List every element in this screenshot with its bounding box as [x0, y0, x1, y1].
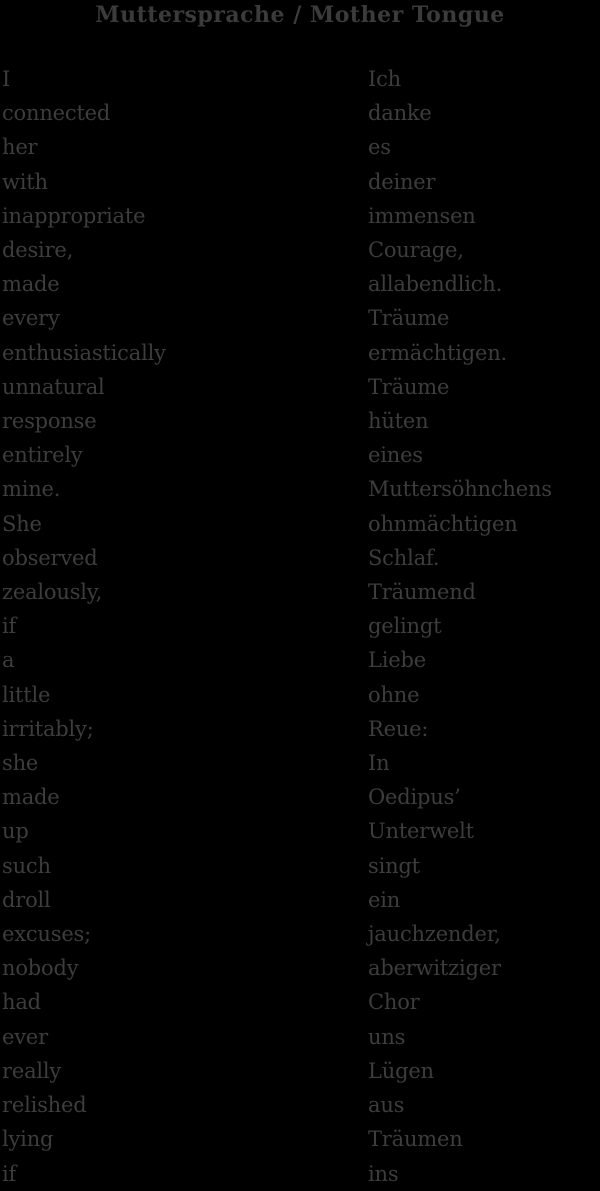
- poem-line: Träumen: [368, 1127, 463, 1152]
- poem-line: such: [2, 853, 51, 878]
- poem-line: connected: [2, 101, 111, 126]
- poem-line: entirely: [2, 443, 83, 468]
- poem-line: aberwitziger: [368, 956, 501, 981]
- poem-line: every: [2, 306, 60, 331]
- poem-line: Träume: [368, 374, 450, 399]
- poem-line: es: [368, 135, 391, 160]
- poem-line: her: [2, 135, 38, 160]
- poem-line: a: [2, 648, 15, 673]
- poem-line: nobody: [2, 956, 79, 981]
- poem-line: eines: [368, 443, 423, 468]
- poem-line: Chor: [368, 990, 420, 1015]
- poem-line: Oedipus’: [368, 785, 461, 810]
- poem-line: with: [2, 169, 48, 194]
- poem-line: deiner: [368, 169, 436, 194]
- poem-line: made: [2, 272, 60, 297]
- poem-line: Träume: [368, 306, 450, 331]
- poem-line: aus: [368, 1093, 405, 1118]
- poem-line: enthusiastically: [2, 340, 166, 365]
- poem-line: droll: [2, 887, 51, 912]
- poem-line: mine.: [2, 477, 61, 502]
- poem-line: response: [2, 409, 97, 434]
- page-title: Muttersprache / Mother Tongue: [95, 2, 505, 28]
- poem-line: Reue:: [368, 716, 429, 741]
- poem-line: had: [2, 990, 41, 1015]
- poem-line: really: [2, 1058, 62, 1083]
- poem-line: hüten: [368, 409, 429, 434]
- poem-line: immensen: [368, 203, 476, 228]
- poem-line: ermächtigen.: [368, 340, 508, 365]
- poem-line: ohne: [368, 682, 420, 707]
- poem-line: jauchzender,: [368, 922, 501, 947]
- poem-line: observed: [2, 545, 98, 570]
- poem-line: lying: [2, 1127, 54, 1152]
- poem-line: desire,: [2, 238, 74, 263]
- poem-line: if: [2, 1161, 17, 1186]
- poem-line: ever: [2, 1024, 48, 1049]
- poem-line: Lügen: [368, 1058, 434, 1083]
- poem-line: In: [368, 751, 390, 776]
- poem-line: She: [2, 511, 42, 536]
- poem-line: singt: [368, 853, 420, 878]
- poem-columns: [0, 62, 600, 1191]
- poem-line: irritably;: [2, 716, 94, 741]
- poem-line: ein: [368, 887, 401, 912]
- poem-line: up: [2, 819, 29, 844]
- poem-column-german: [368, 62, 600, 1191]
- poem-line: danke: [368, 101, 432, 126]
- poem-line: Träumend: [368, 580, 476, 605]
- poem-line: ins: [368, 1161, 399, 1186]
- poem-line: gelingt: [368, 614, 442, 639]
- poem-line: Schlaf.: [368, 545, 440, 570]
- poem-line: excuses;: [2, 922, 92, 947]
- poem-line: she: [2, 751, 39, 776]
- poem-line: Muttersöhnchens: [368, 477, 552, 502]
- poem-line: uns: [368, 1024, 406, 1049]
- poem-line: Ich: [368, 67, 401, 91]
- poem-line: made: [2, 785, 60, 810]
- poem-line: Courage,: [368, 238, 464, 263]
- poem-line: little: [2, 682, 51, 707]
- poem-column-english: [0, 62, 368, 1191]
- poem-line: allabendlich.: [368, 272, 503, 297]
- poem-line: Liebe: [368, 648, 426, 673]
- poem-line: relished: [2, 1093, 87, 1118]
- poem-line: unnatural: [2, 374, 105, 399]
- poem-line: inappropriate: [2, 203, 146, 228]
- poem-line: if: [2, 614, 17, 639]
- poem-line: I: [2, 67, 11, 91]
- poem-line: zealously,: [2, 580, 103, 605]
- poem-line: Unterwelt: [368, 819, 474, 844]
- poem-line: ohnmächtigen: [368, 511, 518, 536]
